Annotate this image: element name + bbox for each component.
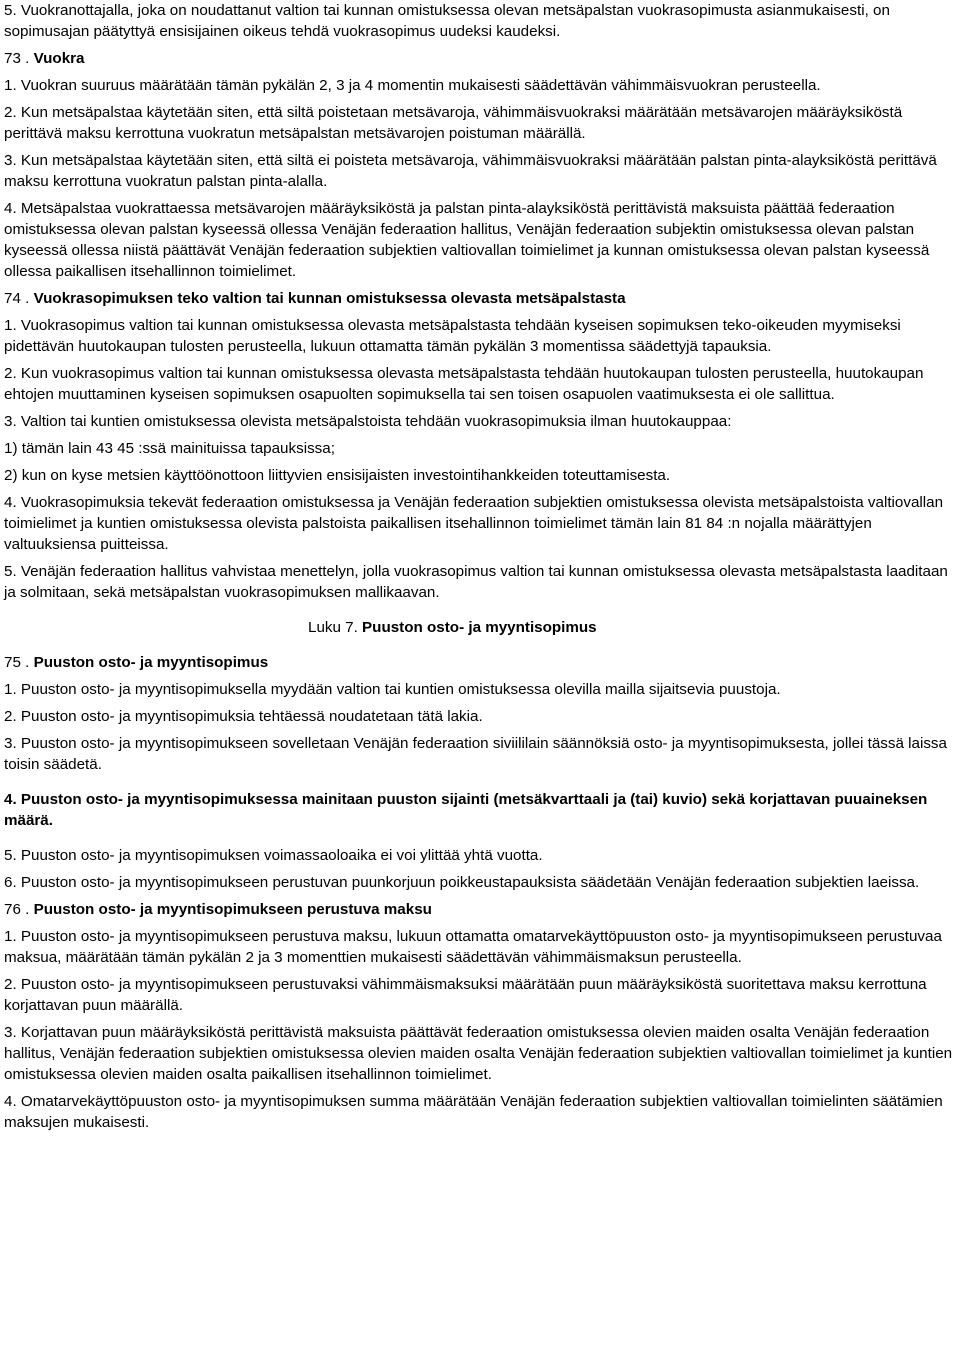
section-heading-75: 75 . Puuston osto- ja myyntisopimus (4, 654, 269, 671)
section-number: 74 (4, 290, 26, 307)
paragraph: 4. Metsäpalstaa vuokrattaessa metsävarojen määräyksiköstä ja palstan pinta-alayksiköstä perittävistä maksuista päättää federaation omistuksessa olevan palstan kyseessä ollessa Venäjän federaation hallitus, Venäjän federaation subjektin omistuksessa olevan palstan kyseessä ollessa niistä päättävät Venäjän federaation subjektien valtiovallan toimielimet ja kunnan omistuksessa olevan palstan kyseessä ollessa paikallisen itsehallinnon toimielimet. (4, 200, 930, 280)
paragraph: 1. Vuokrasopimus valtion tai kunnan omistuksessa olevasta metsäpalstasta tehdään kyseisen sopimuksen teko-oikeuden myymiseksi pidettävän huutokaupan tulosten perusteella, lukuun ottamatta tämän pykälän 3 momentissa säädettyjä tapauksia. (4, 317, 901, 355)
list-item: 1) tämän lain 43 45 :ssä mainituissa tapauksissa; (4, 440, 335, 457)
section-heading-76: 76 . Puuston osto- ja myyntisopimukseen perustuva maksu (4, 901, 432, 918)
section-heading-74: 74 . Vuokrasopimuksen teko valtion tai kunnan omistuksessa olevasta metsäpalstasta (4, 290, 626, 307)
section-number: 73 (4, 50, 26, 67)
section-number: 76 (4, 901, 26, 918)
paragraph: 3. Korjattavan puun määräyksiköstä perittävistä maksuista päättävät federaation omistuksessa olevien maiden osalta Venäjän federaation hallitus, Venäjän federaation subjektien omistuksessa olevien maiden osalta Venäjän federaation subjektien valtiovallan toimielimet ja kuntien omistuksessa olevien maiden osalta paikallisen itsehallinnon toimielimet. (4, 1024, 953, 1083)
section-title: Puuston osto- ja myyntisopimus (33, 654, 269, 671)
paragraph: 4. Omatarvekäyttöpuuston osto- ja myyntisopimuksen summa määrätään Venäjän federaation subjektien valtiovallan toimielinten säätämien maksujen mukaisesti. (4, 1093, 943, 1131)
paragraph: 1. Puuston osto- ja myyntisopimukseen perustuva maksu, lukuun ottamatta omatarvekäyttöpuuston osto- ja myyntisopimukseen perustuvaa maksua, määrätään tämän pykälän 2 ja 3 momenttien mukaisesti säädettävän vähimmäismaksun perusteella. (4, 928, 942, 966)
section-heading-73: 73 . Vuokra (4, 50, 85, 67)
paragraph: 3. Kun metsäpalstaa käytetään siten, että siltä ei poisteta metsävaroja, vähimmäisvuokraksi määrätään palstan pinta-alayksiköstä perittävä maksu kerrottuna vuokratun palstan pinta-alalla. (4, 152, 937, 190)
paragraph: 3. Valtion tai kuntien omistuksessa olevista metsäpalstoista tehdään vuokrasopimuksia ilman huutokauppaa: (4, 413, 732, 430)
paragraph: 5. Puuston osto- ja myyntisopimuksen voimassaoloaika ei voi ylittää yhtä vuotta. (4, 847, 543, 864)
paragraph: 2. Puuston osto- ja myyntisopimuksia tehtäessä noudatetaan tätä lakia. (4, 708, 483, 725)
paragraph: 2. Kun metsäpalstaa käytetään siten, että siltä poistetaan metsävaroja, vähimmäisvuokraksi määrätään metsävarojen määräyksiköstä perittävä maksu kerrottuna vuokratun metsäpalstan metsävarojen poistuman määrällä. (4, 104, 903, 142)
chapter-prefix: Luku 7. (308, 619, 363, 636)
paragraph: 5. Vuokranottajalla, joka on noudattanut valtion tai kunnan omistuksessa olevan metsäpalstan vuokrasopimusta asianmukaisesti, on sopimusajan päätyttyä ensisijainen oikeus tehdä vuokrasopimus uudeksi kaudeksi. (4, 2, 890, 40)
paragraph: 1. Vuokran suuruus määrätään tämän pykälän 2, 3 ja 4 momentin mukaisesti säädettävän vähimmäisvuokran perusteella. (4, 77, 821, 94)
section-title: Vuokrasopimuksen teko valtion tai kunnan omistuksessa olevasta metsäpalstasta (33, 290, 626, 307)
chapter-heading (4, 617, 956, 638)
paragraph: 3. Puuston osto- ja myyntisopimukseen sovelletaan Venäjän federaation siviililain säännöksiä osto- ja myyntisopimuksesta, jollei tässä laissa toisin säädetä. (4, 735, 947, 773)
section-number: 75 (4, 654, 26, 671)
paragraph: 2. Puuston osto- ja myyntisopimukseen perustuvaksi vähimmäismaksuksi määrätään puun määräyksiköstä suoritettava maksu kerrottuna korjattavan puun määrällä. (4, 976, 927, 1014)
list-item: 2) kun on kyse metsien käyttöönottoon liittyvien ensisijaisten investointihankkeiden toteuttamisesta. (4, 467, 671, 484)
paragraph: 5. Venäjän federaation hallitus vahvistaa menettelyn, jolla vuokrasopimus valtion tai kunnan omistuksessa olevasta metsäpalstasta laaditaan ja solmitaan, sekä metsäpalstan vuokrasopimuksen mallikaavan. (4, 563, 948, 601)
paragraph-bold: 4. Puuston osto- ja myyntisopimuksessa mainitaan puuston sijainti (metsäkvarttaali ja (tai) kuvio) sekä korjattavan puuaineksen määrä. (4, 791, 928, 829)
paragraph: 2. Kun vuokrasopimus valtion tai kunnan omistuksessa olevasta metsäpalstasta tehdään huutokaupan tulosten perusteella, huutokaupan ehtojen muuttaminen kyseisen sopimuksen osapuolten sopimuksella tai sen toisen osapuolen vaatimuksesta ei ole sallittua. (4, 365, 924, 403)
chapter-title: Puuston osto- ja myyntisopimus (362, 619, 597, 636)
paragraph: 4. Vuokrasopimuksia tekevät federaation omistuksessa ja Venäjän federaation subjektien omistuksessa olevista metsäpalstoista valtiovallan toimielimet ja kuntien omistuksessa olevista palstoista paikallisen itsehallinnon toimielimet tämän lain 81 84 :n nojalla määrättyjen valtuuksiensa puitteissa. (4, 494, 944, 553)
section-title: Vuokra (33, 50, 85, 67)
section-title: Puuston osto- ja myyntisopimukseen perustuva maksu (33, 901, 432, 918)
paragraph: 6. Puuston osto- ja myyntisopimukseen perustuvan puunkorjuun poikkeustapauksista säädetään Venäjän federaation subjektien laeissa. (4, 874, 920, 891)
paragraph: 1. Puuston osto- ja myyntisopimuksella myydään valtion tai kuntien omistuksessa olevilla mailla sijaitsevia puustoja. (4, 681, 781, 698)
